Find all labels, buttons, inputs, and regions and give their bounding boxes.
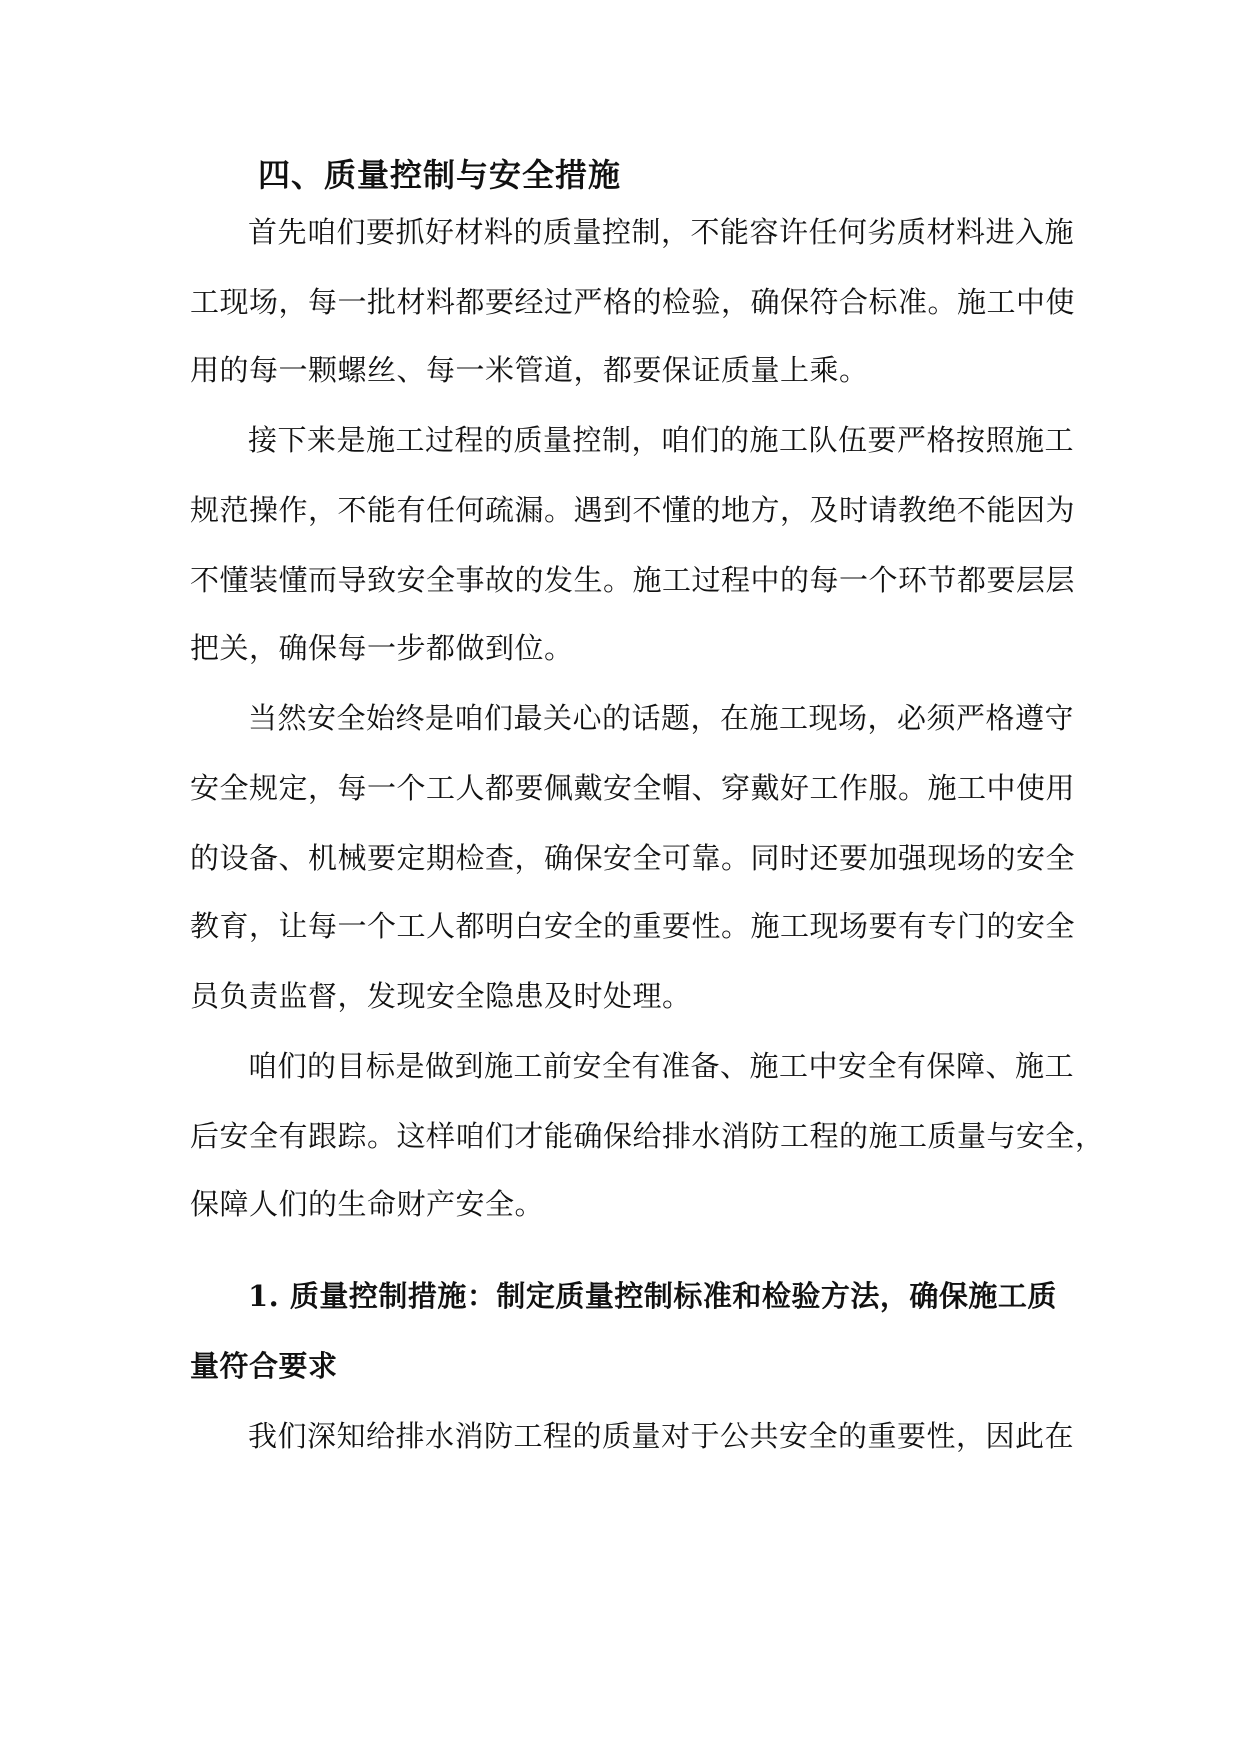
- paragraph-2-line-3: 不懂装懂而导致安全事故的发生。施工过程中的每一个环节都要层层: [190, 563, 1076, 597]
- subheading-line-2: 量符合要求: [190, 1349, 338, 1383]
- paragraph-1-line-3: 用的每一颗螺丝、每一米管道，都要保证质量上乘。: [190, 353, 869, 387]
- paragraph-3-line-2: 安全规定，每一个工人都要佩戴安全帽、穿戴好工作服。施工中使用: [190, 771, 1076, 805]
- paragraph-3-line-4: 教育，让每一个工人都明白安全的重要性。施工现场要有专门的安全: [190, 909, 1076, 943]
- section-title: 四、质量控制与安全措施: [258, 156, 622, 194]
- paragraph-2-line-2: 规范操作，不能有任何疏漏。遇到不懂的地方，及时请教绝不能因为: [190, 493, 1076, 527]
- paragraph-2-line-1: 接下来是施工过程的质量控制，咱们的施工队伍要严格按照施工: [248, 423, 1075, 457]
- subheading-line-1: 1. 质量控制措施：制定质量控制标准和检验方法，确保施工质: [248, 1279, 1057, 1313]
- paragraph-3-line-3: 的设备、机械要定期检查，确保安全可靠。同时还要加强现场的安全: [190, 841, 1076, 875]
- paragraph-3-line-5: 员负责监督，发现安全隐患及时处理。: [190, 979, 692, 1013]
- paragraph-5-line-1: 我们深知给排水消防工程的质量对于公共安全的重要性，因此在: [248, 1419, 1075, 1453]
- paragraph-4-line-2: 后安全有跟踪。这样咱们才能确保给排水消防工程的施工质量与安全，: [190, 1119, 1105, 1153]
- paragraph-3-line-1: 当然安全始终是咱们最关心的话题，在施工现场，必须严格遵守: [248, 701, 1075, 735]
- paragraph-1-line-1: 首先咱们要抓好材料的质量控制，不能容许任何劣质材料进入施: [248, 215, 1075, 249]
- paragraph-2-line-4: 把关，确保每一步都做到位。: [190, 631, 574, 665]
- paragraph-4-line-3: 保障人们的生命财产安全。: [190, 1187, 545, 1221]
- paragraph-1-line-2: 工现场，每一批材料都要经过严格的检验，确保符合标准。施工中使: [190, 285, 1076, 319]
- paragraph-4-line-1: 咱们的目标是做到施工前安全有准备、施工中安全有保障、施工: [248, 1049, 1075, 1083]
